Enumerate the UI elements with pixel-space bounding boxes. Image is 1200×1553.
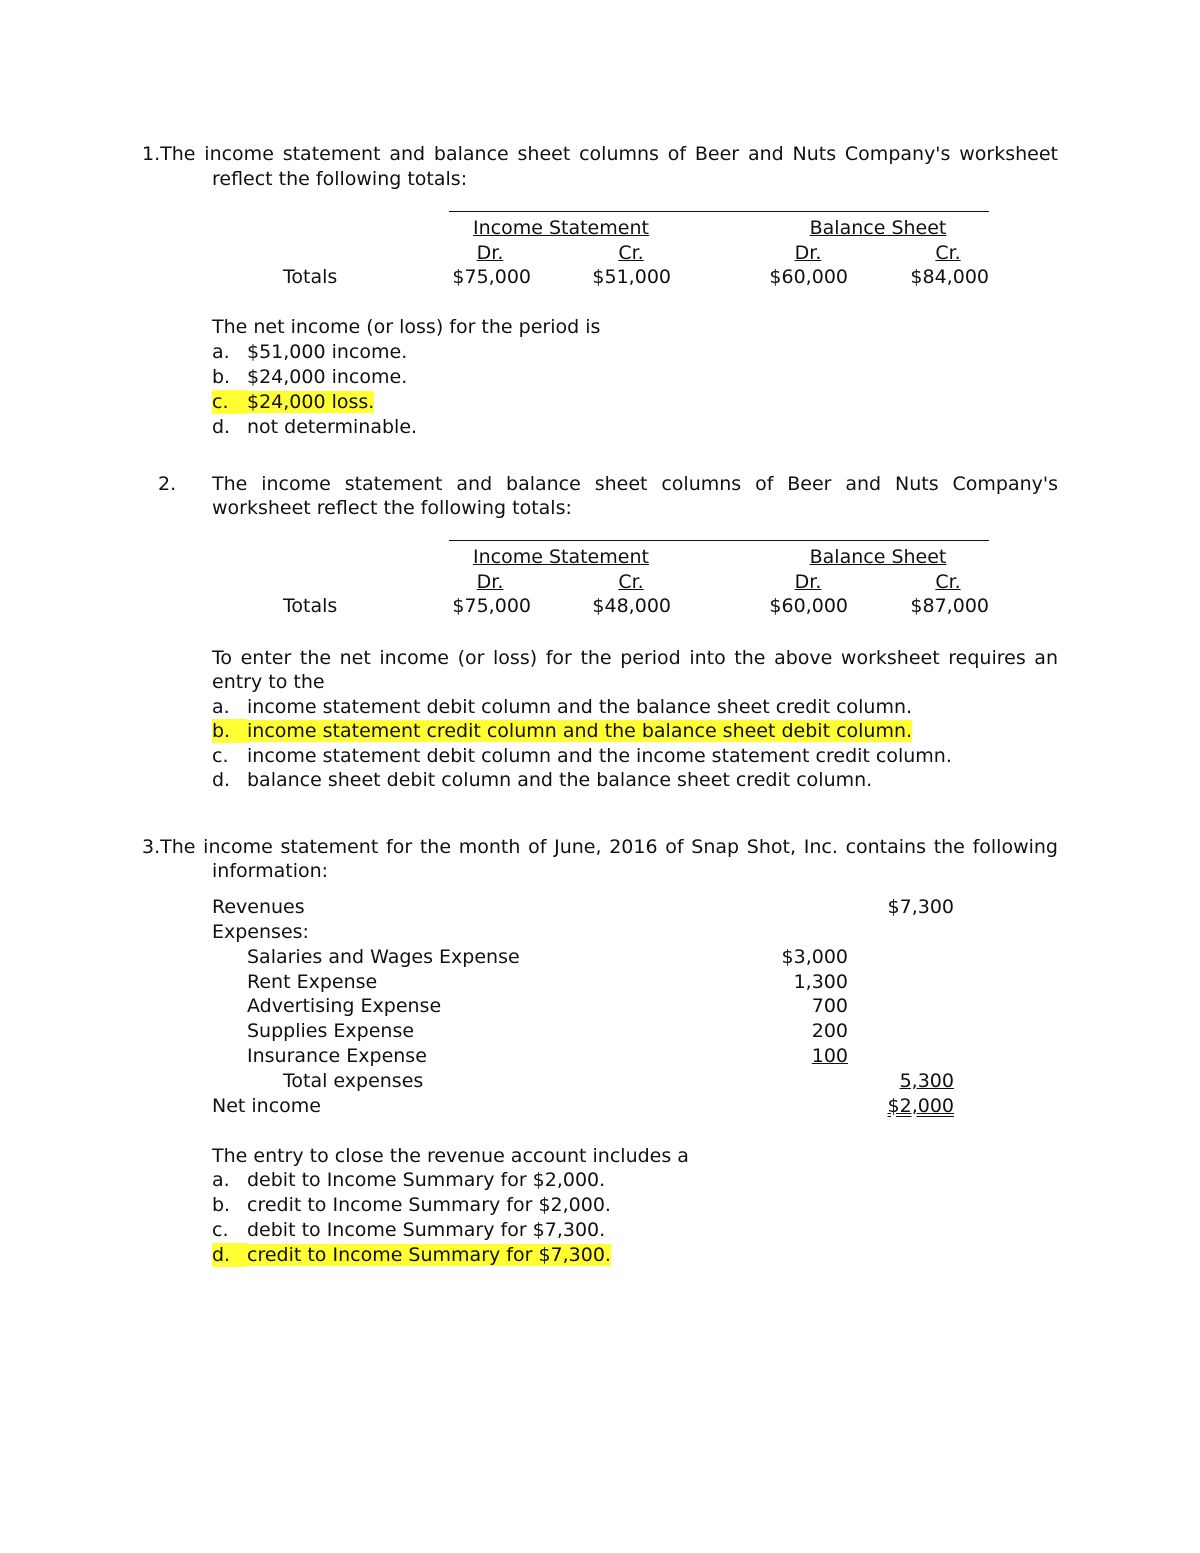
q2-is-dr-header: Dr.	[476, 571, 504, 593]
q2-balance-sheet-header: Balance Sheet	[809, 546, 947, 568]
q1-option-b: b. $24,000 income.	[212, 366, 408, 388]
q1-question: The net income (or loss) for the period is	[212, 316, 601, 338]
q3-expense-value-supplies: 200	[811, 1020, 848, 1042]
q2-table-top-rule	[449, 540, 989, 541]
q2-option-a: a. income statement debit column and the balance sheet credit column.	[212, 696, 913, 718]
q3-number: 3.	[142, 836, 161, 858]
q2-bs-cr-value: $87,000	[910, 595, 989, 617]
q3-expense-label-salaries: Salaries and Wages Expense	[247, 946, 520, 968]
q3-question: The entry to close the revenue account includes a	[212, 1145, 689, 1167]
q2-bs-dr-header: Dr.	[794, 571, 822, 593]
q1-bs-cr-header: Cr.	[935, 242, 961, 264]
q1-number: 1.	[142, 143, 161, 165]
q1-stem-line-2: reflect the following totals:	[212, 168, 468, 190]
q2-stem-line-2: worksheet reflect the following totals:	[212, 497, 572, 519]
q1-option-a: a. $51,000 income.	[212, 341, 408, 363]
q2-question-line-2: entry to the	[212, 671, 325, 693]
q3-expense-value-salaries: $3,000	[781, 946, 848, 968]
q3-total-expenses-value: 5,300	[899, 1070, 954, 1092]
q3-expense-value-advertising: 700	[811, 995, 848, 1017]
q3-option-a: a. debit to Income Summary for $2,000.	[212, 1169, 606, 1191]
q1-option-d: d. not determinable.	[212, 416, 418, 438]
q2-is-dr-value: $75,000	[452, 595, 531, 617]
q3-net-income-label: Net income	[212, 1095, 321, 1117]
q3-revenues-value: $7,300	[887, 896, 954, 918]
q1-stem-text: The income statement and balance sheet columns of Beer and Nuts Company's worksheet	[160, 143, 1058, 165]
q1-is-cr-header: Cr.	[618, 242, 644, 264]
q1-is-cr-value: $51,000	[592, 266, 671, 288]
q2-option-c: c. income statement debit column and the income statement credit column.	[212, 745, 952, 767]
q2-is-cr-header: Cr.	[618, 571, 644, 593]
q1-is-dr-header: Dr.	[476, 242, 504, 264]
q1-balance-sheet-header: Balance Sheet	[809, 217, 947, 239]
q3-expense-value-insurance: 100	[811, 1045, 848, 1067]
q2-totals-label: Totals	[283, 595, 338, 617]
q2-question-line-1: To enter the net income (or loss) for the period into the above worksheet requires an	[212, 647, 1058, 669]
q1-table-top-rule	[449, 211, 989, 212]
q1-bs-cr-value: $84,000	[910, 266, 989, 288]
q1-bs-dr-header: Dr.	[794, 242, 822, 264]
q3-stem-line-2: information:	[212, 860, 329, 882]
q2-number: 2.	[158, 473, 177, 495]
q3-option-d-correct: d. credit to Income Summary for $7,300.	[212, 1244, 611, 1266]
q3-expense-value-rent: 1,300	[793, 971, 848, 993]
q2-income-statement-header: Income Statement	[473, 546, 649, 568]
q1-stem-line-1	[142, 142, 1058, 166]
q3-total-expenses-label: Total expenses	[283, 1070, 424, 1092]
q2-bs-cr-header: Cr.	[935, 571, 961, 593]
q1-bs-dr-value: $60,000	[769, 266, 848, 288]
q2-option-d: d. balance sheet debit column and the balance sheet credit column.	[212, 769, 873, 791]
q1-totals-label: Totals	[283, 266, 338, 288]
q1-is-dr-value: $75,000	[452, 266, 531, 288]
q3-revenues-label: Revenues	[212, 896, 305, 918]
q3-net-income-value: $2,000	[887, 1095, 954, 1117]
q1-income-statement-header: Income Statement	[473, 217, 649, 239]
q2-option-b-correct: b. income statement credit column and the balance sheet debit column.	[212, 720, 913, 742]
q2-bs-dr-value: $60,000	[769, 595, 848, 617]
q3-stem-line-1	[142, 835, 1058, 859]
q3-expense-label-supplies: Supplies Expense	[247, 1020, 415, 1042]
q3-expense-label-advertising: Advertising Expense	[247, 995, 442, 1017]
q3-stem-text: The income statement for the month of June, 2016 of Snap Shot, Inc. contains the following	[160, 836, 1058, 858]
q1-option-c-correct: c. $24,000 loss.	[212, 391, 375, 413]
q3-expense-label-rent: Rent Expense	[247, 971, 378, 993]
q3-option-b: b. credit to Income Summary for $2,000.	[212, 1194, 611, 1216]
q2-stem-line-1: The income statement and balance sheet columns of Beer and Nuts Company's	[212, 473, 1058, 495]
q3-expenses-label: Expenses:	[212, 921, 309, 943]
q2-is-cr-value: $48,000	[592, 595, 671, 617]
q3-expense-label-insurance: Insurance Expense	[247, 1045, 427, 1067]
q3-option-c: c. debit to Income Summary for $7,300.	[212, 1219, 606, 1241]
